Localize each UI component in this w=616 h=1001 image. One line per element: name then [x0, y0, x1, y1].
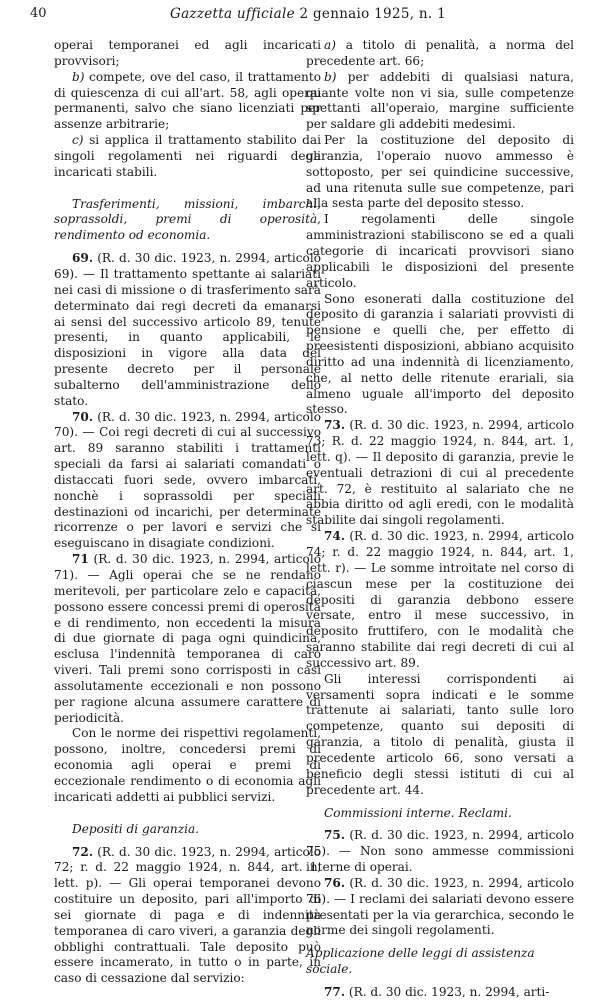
spacer	[306, 939, 574, 946]
spacer	[306, 799, 574, 806]
item-text: compete, ove del caso, il trattamento di quiescenza di cui all'art. 58, agli operai permanenti, salvo che siano licenziati per assenze arbitrarie;	[54, 69, 321, 132]
article-71	[54, 552, 321, 726]
running-title	[30, 6, 586, 22]
article-number: 77.	[324, 984, 346, 999]
item-text: a titolo di penalità, a norma del precedente art. 66;	[306, 38, 574, 68]
article-69	[54, 251, 321, 409]
spacer	[54, 244, 321, 251]
paragraph: Sono esonerati dalla costituzione del deposito di garanzia i salariati provvisti di pensione e quelli che, per effetto di preesistenti disposizioni, abbiano acquisito diritto ad una indennità di licenziamento, che, al netto delle ritenute erariali, sia almeno uguale all'importo del deposito stesso.	[306, 291, 574, 417]
article-75	[306, 828, 574, 876]
item-label: a)	[324, 38, 336, 52]
issue-date: 2 gennaio 1925, n. 1	[299, 6, 446, 22]
list-item-a	[306, 38, 574, 70]
article-number: 72.	[72, 844, 94, 859]
right-column	[306, 38, 574, 1001]
paragraph: Per la costituzione del deposito di garanzia, l'operaio nuovo ammesso è sottoposto, per sei quindicine successive, ad una ritenuta sulle sue competenze, pari alla sesta parte del deposito stesso.	[306, 133, 574, 211]
article-number: 76.	[324, 875, 346, 890]
article-text: (R. d. 30 dic. 1923, n. 2994, articolo 72; r. d. 22 maggio 1924, n. 844, art. 1, lett. p). — Gli operai temporanei devono costituire un deposito, pari all'importo di sei giornate di paga e di indennità temporanea di caro viveri, a garanzia degli obblighi contrattuali. Tale deposito può essere incamerato, in tutto o in parte, in caso di cessazione dal servizio:	[54, 844, 321, 986]
spacer	[54, 181, 321, 197]
page-header	[30, 6, 586, 26]
article-74	[306, 529, 574, 672]
article-text: (R. d. 30 dic. 1923, n. 2994, articolo 70). — Coi regi decreti di cui al successivo art. 89 saranno stabiliti i trattamenti speciali da farsi ai salariati comandati o distaccati fuori sede, ovvero imbarcati, nonchè i soprassoldi per speciali destinazioni od incarichi, per determinate ricorrenze o per lavori e servizi che si eseguiscano in disagiate condizioni.	[54, 409, 321, 551]
paragraph: Gli interessi corrispondenti ai versamenti sopra indicati e le somme trattenute ai salariati, tanto sulle loro competenze, quanto sui depositi di garanzia, a titolo di penalità, giusta il precedente articolo 66, sono versati a beneficio degli stessi istituti di cui al precedente art. 44.	[306, 671, 574, 797]
article-text: (R. d. 30 dic. 1923, n. 2994, articolo 73; R. d. 22 maggio 1924, n. 844, art. 1, lett. q). — Il deposito di garanzia, previe le eventuali detrazioni di cui al precedente art. 72, è restituito al salariato che ne abbia diritto od agli eredi, con le modalità stabilite dai singoli regolamenti.	[306, 418, 574, 528]
section-heading-depositi: Depositi di garanzia.	[72, 821, 200, 836]
list-item-c	[54, 133, 321, 181]
item-label: b)	[72, 69, 85, 84]
section-heading-applicazione: Applicazione delle leggi di assistenza sociale.	[306, 946, 535, 977]
left-column	[54, 38, 321, 987]
spacer	[306, 978, 574, 985]
article-70	[54, 410, 321, 553]
spacer	[54, 806, 321, 822]
article-number: 69.	[72, 251, 94, 266]
article-number: 70.	[72, 409, 94, 424]
section-heading-commissioni: Commissioni interne. Reclami.	[324, 805, 512, 820]
list-item-b	[54, 70, 321, 133]
list-item-b	[306, 70, 574, 133]
spacer	[306, 821, 574, 828]
item-label: c)	[72, 133, 84, 148]
article-text: (R. d. 30 dic. 1923, n. 2994, articolo 71). — Agli operai che se ne rendano meritevoli, per particolare zelo e capacità, possono essere concessi premi di operosità e di rendimento, non eccedenti la misura di due giornate di paga ogni quindicina, esclusa l'indennità temporanea di caro viveri. Tali premi sono corrisposti in casi assolutamente eccezionali e non possono per ragione alcuna assumere carattere di periodicità.	[54, 552, 321, 725]
item-label: b)	[324, 69, 337, 84]
article-number: 75.	[324, 828, 346, 843]
paragraph: I regolamenti delle singole amministrazioni stabiliscono se ed a quali categorie di incaricati provvisori siano applicabili le disposizioni del presente articolo.	[306, 212, 574, 290]
article-72	[54, 845, 321, 988]
article-number: 73.	[324, 418, 346, 433]
item-text: si applica il trattamento stabilito dai singoli regolamenti nei riguardi degli incaricati stabili.	[54, 133, 321, 179]
paragraph: operai temporanei ed agli incaricati provvisori;	[54, 38, 321, 68]
article-77	[306, 985, 574, 1001]
spacer	[54, 838, 321, 845]
article-76	[306, 876, 574, 939]
article-73	[306, 418, 574, 529]
article-text: (R. d. 30 dic. 1923, n. 2994, articolo 74; r. d. 22 maggio 1924, n. 844, art. 1, lett. r). — Le somme introitate nel corso di ciascun mese per la costituzione dei depositi di garanzia debbono essere versate, entro il mese successivo, in deposito fruttifero, con le modalità che saranno stabilite dai regi decreti di cui al successivo art. 89.	[306, 529, 574, 670]
article-text: (R. d. 30 dic. 1923, n. 2994, articolo 76). — I reclami dei salariati devono essere presentati per la via gerarchica, secondo le norme dei singoli regolamenti.	[306, 875, 574, 938]
article-number: 74.	[324, 529, 346, 544]
article-text: (R. d. 30 dic. 1923, n. 2994, articolo 69). — Il trattamento spettante ai salariati nei casi di missione o di trasferimento sarà determinato dai regi decreti da emanarsi ai sensi del successivo articolo 89, tenute presenti, in quanto applicabili, le disposizioni in vigore alla data del presente decreto per il personale subalterno dell'amministrazione dello stato.	[54, 251, 321, 408]
article-number: 71	[72, 552, 89, 567]
item-text: per addebiti di qualsiasi natura, quante volte non vi sia, sulle competenze spettanti all'operaio, margine sufficiente per saldare gli addebiti medesimi.	[306, 69, 574, 132]
paragraph: Con le norme dei rispettivi regolamenti, possono, inoltre, concedersi premi di economia agli operai e premi di eccezionale rendimento o di economia agli incaricati addetti ai pubblici servizi.	[54, 726, 321, 804]
page-number: 40	[30, 6, 47, 21]
article-text: (R. d. 30 dic. 1923, n. 2994, arti-	[348, 984, 550, 999]
section-heading-trasferimenti: Trasferimenti, missioni, imbarchi, soprassoldi, premi di operosità, rendimento od economia.	[54, 196, 321, 243]
article-text: (R. d. 30 dic. 1923, n. 2994, articolo 75). — Non sono ammesse commissioni interne di operai.	[306, 828, 574, 875]
gazette-title: Gazzetta ufficiale	[170, 6, 295, 22]
